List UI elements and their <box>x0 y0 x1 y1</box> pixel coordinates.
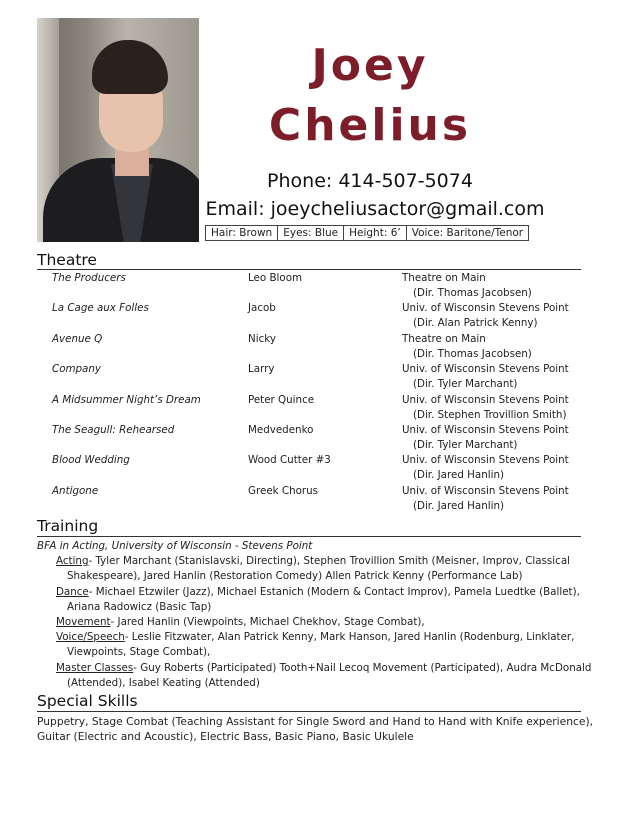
credit-director: (Dir. Jared Hanlin) <box>413 469 504 482</box>
credit-show: Blood Wedding <box>52 454 130 467</box>
credit-role: Wood Cutter #3 <box>248 454 331 467</box>
training-label: Acting <box>56 555 89 568</box>
credit-row <box>52 394 592 424</box>
theatre-credits <box>52 272 592 515</box>
training-heading: Training <box>37 517 99 535</box>
credit-role: Jacob <box>248 302 276 315</box>
credit-director: (Dir. Alan Patrick Kenny) <box>413 317 538 330</box>
credit-show: The Producers <box>52 272 126 284</box>
headshot-photo <box>37 18 199 242</box>
theatre-heading: Theatre <box>37 251 97 269</box>
training-section <box>37 539 597 691</box>
credit-director: (Dir. Stephen Trovillion Smith) <box>413 408 567 421</box>
attribute-hair: Hair: Brown <box>206 226 278 240</box>
last-name: Chelius <box>268 100 472 151</box>
phone-number: Phone: 414-507-5074 <box>267 170 473 192</box>
credit-venue: Univ. of Wisconsin Stevens Point <box>402 454 569 467</box>
credit-director: (Dir. Thomas Jacobsen) <box>413 347 532 360</box>
credit-director: (Dir. Tyler Marchant) <box>413 378 518 391</box>
credit-role: Nicky <box>248 332 276 345</box>
credit-show: The Seagull: Rehearsed <box>52 423 175 436</box>
degree-line: BFA in Acting, University of Wisconsin - Stevens Point <box>37 540 313 552</box>
training-item-acting <box>37 554 597 584</box>
credit-show: Antigone <box>52 484 99 497</box>
credit-director: (Dir. Tyler Marchant) <box>413 438 518 451</box>
credit-venue: Theatre on Main <box>402 332 486 345</box>
photo-hair <box>92 40 168 94</box>
training-item-master-classes <box>37 661 597 691</box>
credit-row <box>52 363 592 393</box>
training-label: Master Classes <box>56 661 134 674</box>
training-detail: - Tyler Marchant (Stanislavski, Directing), Stephen Trovillion Smith (Meisner, Improv, Classical Shakespeare), Jared Hanlin (Restoration Comedy) Allen Patrick Kenny (Performance Lab) <box>67 555 570 583</box>
training-rule <box>37 536 581 537</box>
credit-venue: Univ. of Wisconsin Stevens Point <box>402 423 569 436</box>
training-item-movement <box>37 615 597 630</box>
credit-venue: Univ. of Wisconsin Stevens Point <box>402 484 569 497</box>
credit-row <box>52 454 592 484</box>
credit-venue: Univ. of Wisconsin Stevens Point <box>402 302 569 315</box>
credit-row <box>52 333 592 363</box>
credit-role: Peter Quince <box>248 393 315 406</box>
training-label: Dance <box>56 585 89 598</box>
training-detail: - Leslie Fitzwater, Alan Patrick Kenny, Mark Hanson, Jared Hanlin (Rodenburg, Linklater, Viewpoints, Stage Combat), <box>67 631 575 659</box>
credit-row <box>52 424 592 454</box>
skills-text: Puppetry, Stage Combat (Teaching Assistant for Single Sword and Hand to Hand with Knife experience), Guitar (Electric and Acoustic), Electric Bass, Basic Piano, Basic Ukulele <box>37 715 594 744</box>
skills-rule <box>37 711 581 712</box>
credit-show: Company <box>52 363 101 376</box>
credit-role: Leo Bloom <box>248 272 303 284</box>
attribute-height: Height: 6’ <box>344 226 407 240</box>
attribute-eyes: Eyes: Blue <box>278 226 344 240</box>
credit-director: (Dir. Jared Hanlin) <box>413 499 504 512</box>
training-detail: - Michael Etzwiler (Jazz), Michael Estanich (Modern & Contact Improv), Pamela Luedtke (Ballet), Ariana Radowicz (Basic Tap) <box>67 585 580 613</box>
credit-role: Greek Chorus <box>248 484 319 497</box>
attribute-voice: Voice: Baritone/Tenor <box>411 227 524 239</box>
skills-heading: Special Skills <box>37 692 138 710</box>
training-label: Voice/Speech <box>56 631 125 644</box>
credit-show: La Cage aux Folles <box>52 302 149 315</box>
training-label: Movement <box>56 616 111 629</box>
credit-row <box>52 485 592 515</box>
credit-director: (Dir. Thomas Jacobsen) <box>413 287 532 299</box>
credit-venue: Theatre on Main <box>402 272 486 284</box>
credit-venue: Univ. of Wisconsin Stevens Point <box>402 363 569 376</box>
training-detail: - Jared Hanlin (Viewpoints, Michael Chekhov, Stage Combat), <box>110 616 425 629</box>
theatre-rule <box>37 269 581 270</box>
credit-show: Avenue Q <box>52 332 103 345</box>
email-address: Email: joeycheliusactor@gmail.com <box>205 198 545 220</box>
first-name: Joey <box>311 40 429 91</box>
credit-row <box>52 302 592 332</box>
training-item-dance <box>37 585 597 615</box>
training-detail: - Guy Roberts (Participated) Tooth+Nail Lecoq Movement (Participated), Audra McDonald (Attended), Isabel Keating (Attended) <box>67 661 592 689</box>
credit-show: A Midsummer Night’s Dream <box>52 393 201 406</box>
physical-attributes <box>205 225 529 241</box>
credit-role: Medvedenko <box>248 423 314 436</box>
credit-row <box>52 272 592 302</box>
credit-role: Larry <box>248 363 275 376</box>
training-item-voice <box>37 630 597 660</box>
credit-venue: Univ. of Wisconsin Stevens Point <box>402 393 569 406</box>
